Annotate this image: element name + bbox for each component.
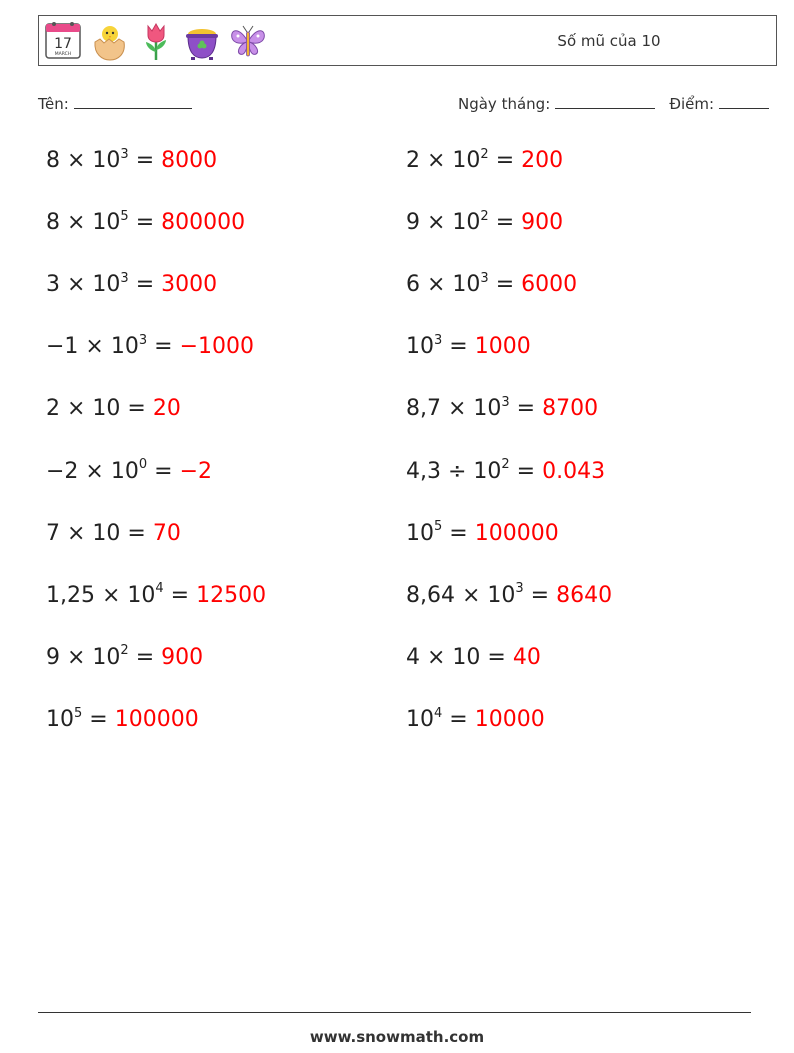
problem-9: [46, 394, 181, 424]
problem-3: [46, 208, 245, 238]
problem-expression: 8 × 10: [46, 210, 121, 236]
problem-exponent: 3: [501, 395, 510, 411]
equals-sign: =: [128, 644, 162, 670]
problem-exponent: 3: [138, 332, 148, 348]
equals-sign: =: [128, 272, 162, 298]
problem-exponent: 5: [434, 519, 443, 535]
problem-expression: 8 × 10: [46, 148, 121, 173]
problem-14: [406, 519, 559, 549]
problem-exponent: 4: [434, 705, 443, 721]
problem-expression: 8,7 × 10: [406, 396, 502, 422]
problem-answer: 200: [521, 148, 564, 173]
problem-exponent: 2: [120, 643, 129, 659]
problem-15: [46, 581, 266, 611]
tulip-icon: [136, 20, 176, 62]
cauldron-icon: [182, 20, 222, 62]
problem-exponent: 2: [480, 146, 489, 162]
problem-exponent: 3: [515, 581, 524, 597]
problem-7: [46, 332, 254, 362]
butterfly-icon: [228, 20, 268, 62]
equals-sign: =: [163, 582, 197, 608]
equals-sign: =: [442, 334, 475, 360]
chick-egg-icon: [90, 20, 130, 62]
problem-exponent: 5: [74, 705, 83, 721]
problem-expression: 9 × 10: [46, 644, 121, 670]
problem-4: [406, 208, 563, 238]
problem-expression: 10: [46, 706, 74, 732]
equals-sign: =: [128, 148, 162, 173]
problem-exponent: 3: [480, 270, 489, 286]
equals-sign: =: [509, 458, 543, 484]
date-label: Ngày tháng:: [458, 95, 551, 113]
problem-answer: 8700: [542, 396, 599, 422]
equals-sign: =: [442, 520, 475, 546]
problem-expression: 10: [406, 334, 434, 360]
calendar-month: MARCH: [54, 52, 72, 57]
name-blank: [74, 94, 192, 109]
problem-expression: −2 × 10: [46, 458, 139, 484]
equals-sign: =: [442, 706, 475, 732]
equals-sign: =: [480, 644, 513, 670]
problem-expression: −1 × 10: [46, 334, 139, 360]
problem-exponent: 2: [501, 457, 510, 473]
problem-11: [46, 457, 212, 487]
score-label: Điểm:: [669, 95, 715, 113]
problem-answer: 1000: [474, 334, 531, 360]
problem-answer: 900: [161, 644, 204, 670]
equals-sign: =: [120, 520, 153, 546]
equals-sign: =: [488, 148, 522, 173]
problem-expression: 6 × 10: [406, 272, 481, 298]
problem-17: [46, 643, 203, 673]
equals-sign: =: [147, 458, 180, 484]
score-blank: [719, 94, 769, 109]
calendar-day: 17: [54, 36, 72, 52]
problem-expression: 2 × 10: [406, 148, 481, 173]
problem-answer: 12500: [196, 582, 267, 608]
date-score-field: [458, 94, 769, 113]
problem-answer: 6000: [521, 272, 578, 298]
problem-8: [406, 332, 531, 362]
problem-exponent: 0: [138, 457, 148, 473]
problem-10: [406, 394, 598, 424]
name-label: Tên:: [38, 95, 69, 113]
problem-expression: 2 × 10: [46, 396, 121, 422]
problem-expression: 1,25 × 10: [46, 582, 156, 608]
equals-sign: =: [488, 272, 522, 298]
problem-19: [46, 705, 199, 735]
equals-sign: =: [82, 706, 115, 732]
problem-answer: 70: [152, 520, 181, 546]
problem-answer: 10000: [474, 706, 545, 732]
equals-sign: =: [509, 396, 543, 422]
worksheet-title: Số mũ của 10: [557, 31, 661, 50]
problem-1: [46, 146, 217, 176]
calendar-icon: [44, 20, 84, 62]
problem-16: [406, 581, 612, 611]
problem-18: [406, 643, 541, 673]
problem-expression: 7 × 10: [46, 520, 121, 546]
date-blank: [555, 94, 655, 109]
equals-sign: =: [128, 210, 162, 236]
problem-6: [406, 270, 577, 300]
name-field: [38, 94, 192, 113]
footer-url: www.snowmath.com: [309, 1028, 485, 1046]
problem-exponent: 3: [434, 332, 443, 348]
problem-expression: 4,3 ÷ 10: [406, 458, 502, 484]
problem-answer: −1000: [179, 334, 254, 360]
problem-answer: 3000: [161, 272, 218, 298]
problem-answer: 0.043: [542, 458, 606, 484]
problem-expression: 4 × 10: [406, 644, 481, 670]
equals-sign: =: [523, 582, 557, 608]
problem-expression: 9 × 10: [406, 210, 481, 236]
problem-answer: 20: [152, 396, 181, 422]
problem-exponent: 4: [155, 581, 164, 597]
problem-answer: 900: [521, 210, 564, 236]
problem-exponent: 3: [120, 270, 129, 286]
problem-exponent: 3: [120, 146, 129, 162]
problem-expression: 8,64 × 10: [406, 582, 516, 608]
problem-answer: 40: [512, 644, 541, 670]
problem-exponent: 2: [480, 208, 489, 224]
problem-2: [406, 146, 563, 176]
problem-expression: 10: [406, 520, 434, 546]
footer-divider: [38, 1012, 751, 1013]
problem-20: [406, 705, 545, 735]
problem-expression: 10: [406, 706, 434, 732]
worksheet-header: [38, 15, 777, 66]
problem-answer: 8000: [161, 148, 218, 173]
problem-exponent: 5: [120, 208, 129, 224]
problem-5: [46, 270, 217, 300]
problem-answer: −2: [179, 458, 212, 484]
problem-expression: 3 × 10: [46, 272, 121, 298]
problem-12: [406, 457, 605, 487]
equals-sign: =: [488, 210, 522, 236]
problem-answer: 100000: [114, 706, 199, 732]
problem-answer: 100000: [474, 520, 559, 546]
problem-13: [46, 519, 181, 549]
problem-answer: 8640: [556, 582, 613, 608]
equals-sign: =: [120, 396, 153, 422]
equals-sign: =: [147, 334, 180, 360]
problem-answer: 800000: [161, 210, 246, 236]
